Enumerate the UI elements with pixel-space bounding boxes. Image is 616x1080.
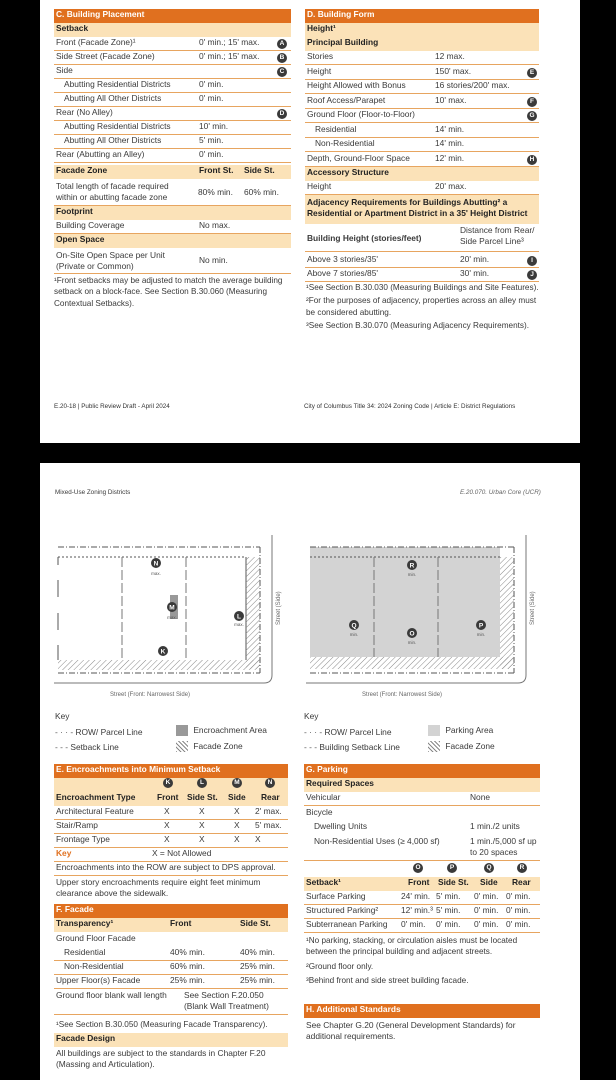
key-setback-line-right: - - - Building Setback Line (304, 742, 400, 752)
placement-row (54, 107, 291, 121)
placement-label: Abutting Residential Districts (64, 121, 171, 131)
parking-setback-cell: 0' min. (506, 891, 531, 901)
label-p: P (478, 622, 484, 630)
badge-f: F (527, 97, 537, 107)
adjacency-label: Above 7 stories/85' (307, 268, 378, 278)
placement-value: 0' min. (199, 79, 224, 89)
encroachment-row (54, 806, 288, 820)
footer-left: E.20-18 | Public Review Draft - April 2024 (54, 403, 170, 410)
label-o: O (409, 630, 415, 638)
street-side-label-right: Street (Side) (530, 591, 536, 625)
nonres-value: 1 min./5,000 sf up to 20 spaces (470, 836, 537, 857)
label-m-max: max. (167, 615, 177, 620)
parking-setback-row (304, 919, 540, 933)
placement-row (54, 65, 291, 79)
form-footnote: ²For the purposes of adjacency, properties across an alley must be considered abutting. (306, 296, 537, 317)
placement-label: Rear (No Alley) (56, 107, 113, 117)
placement-row (54, 93, 291, 107)
form-label: Depth, Ground-Floor Space (307, 152, 410, 163)
label-q-min: min. (349, 632, 359, 637)
dwelling-row: Dwelling Units 1 min./2 units (314, 821, 520, 831)
open-space-row (54, 248, 291, 274)
facade-zone-front (58, 660, 260, 670)
parking-setback-cell: 24' min. (401, 891, 431, 901)
parking-footnote: ¹No parking, stacking, or circulation aisles must be located between the principal building and adjacent streets. (306, 936, 518, 957)
header-left: Mixed-Use Zoning Districts (55, 489, 131, 496)
encroachment-cell: Architectural Feature (56, 806, 134, 816)
parking-footnote: ³Behind front and side street building facade. (306, 976, 469, 986)
placement-value: 0' min. (199, 93, 224, 103)
placement-row (54, 37, 291, 51)
placement-row (54, 135, 291, 149)
encroachment-cell: Stair/Ramp (56, 820, 98, 830)
section-e-note-2: Upper story encroachments require eight feet minimum clearance above the sidewalk. (56, 877, 261, 898)
key-row-line-right: - · · - ROW/ Parcel Line (304, 727, 392, 737)
nonres-label: Non-Residential Uses (≥ 4,000 sf) (314, 836, 440, 846)
section-f-title: F. Facade (54, 904, 288, 918)
section-c-building-placement (54, 9, 291, 269)
label-q: Q (351, 622, 357, 630)
form-row (305, 124, 539, 138)
label-k: K (160, 648, 166, 656)
placement-row (54, 51, 291, 65)
key-parking-area: Parking Area (428, 725, 493, 736)
form-label: Height Allowed with Bonus (307, 80, 406, 90)
placement-value: 5' min. (199, 135, 224, 145)
footer-right: City of Columbus Title 34: 2024 Zoning Code | Article E: District Regulations (304, 403, 516, 410)
facade-side: 25% min. (240, 975, 275, 985)
key-title-left: Key (55, 711, 70, 721)
principal-building-subheader: Principal Building (305, 37, 539, 51)
facade-zone-front-right (310, 657, 514, 669)
section-e-columns: Encroachment Type Front Side St. Side Rear (54, 792, 288, 806)
facade-label: Residential (64, 947, 106, 957)
section-e-encroachments (54, 764, 288, 904)
encroachment-cell: 5' max. (255, 820, 282, 830)
encroachment-cell: X (199, 806, 205, 816)
parking-setback-header: Setback¹ Front Side St. Side Rear (304, 877, 540, 891)
key-setback-line-left: - - - Setback Line (55, 742, 119, 752)
accessory-height-row: Height 20' max. (305, 181, 539, 195)
placement-row (54, 149, 291, 163)
form-label: Non-Residential (315, 138, 375, 148)
section-g-title: G. Parking (304, 764, 540, 778)
badge-j: J (527, 270, 537, 280)
blank-wall-label: Ground floor blank wall length (56, 990, 167, 1000)
facade-total-front: 80% min. (198, 187, 233, 197)
blank-wall-row (54, 989, 288, 1015)
encroachment-cell: X (199, 820, 205, 830)
setback-subheader: Setback (54, 23, 291, 37)
placement-value: 0' min.; 15' max. (199, 37, 260, 47)
parking-setback-cell: 5' min. (436, 905, 461, 915)
adjacency-title: Adjacency Requirements for Buildings Abutting² a Residential or Apartment District in a 35' Height District (305, 195, 539, 224)
parking-setback-row (304, 891, 540, 905)
adjacency-label: Above 3 stories/35' (307, 254, 378, 264)
form-row (305, 109, 539, 123)
adjacency-row (305, 268, 539, 282)
section-g-badges: O P Q R (304, 863, 540, 877)
label-m: M (169, 604, 175, 612)
placement-label: Rear (Abutting an Alley) (56, 149, 145, 159)
section-e-key: Key X = Not Allowed (54, 848, 288, 862)
open-space-subheader: Open Space (54, 234, 291, 248)
label-l-max: max. (234, 622, 244, 627)
badge-b: B (277, 53, 287, 63)
adj-col1: Building Height (stories/feet) (307, 233, 422, 243)
placement-label: Front (Facade Zone)¹ (56, 37, 136, 47)
facade-total-label: Total length of facade required within or abutting facade zone (56, 181, 169, 202)
form-value: 10' max. (435, 94, 467, 105)
parking-setback-cell: 0' min. (506, 919, 531, 929)
encroachment-cell: X (164, 806, 170, 816)
parking-setback-cell: Surface Parking (306, 891, 366, 901)
facade-zone-subheader: Facade Zone Front St. Side St. (54, 165, 291, 179)
facade-front: 25% min. (170, 975, 205, 985)
encroachment-row (54, 820, 288, 834)
key-facade-zone-right: Facade Zone (428, 741, 495, 752)
parking-setback-cell: 0' min. (474, 919, 499, 929)
street-front-label-right: Street (Front: Narrowest Side) (362, 692, 443, 698)
encroachment-cell: X (255, 834, 261, 844)
section-e-badges: K L M N (54, 778, 288, 792)
form-value: 14' min. (435, 123, 465, 134)
accessory-subheader: Accessory Structure (305, 167, 539, 181)
section-f-facade (54, 904, 288, 1069)
form-row (305, 153, 539, 167)
facade-side: 40% min. (240, 947, 275, 957)
parking-setback-row (304, 905, 540, 919)
form-footnote: ¹See Section B.30.030 (Measuring Buildings and Site Features). (306, 283, 539, 292)
street-front-label-left: Street (Front: Narrowest Side) (110, 692, 191, 698)
facade-design-text: All buildings are subject to the standards in Chapter F.20 (Massing and Articulation). (56, 1048, 266, 1069)
adjacency-row (305, 254, 539, 268)
parking-setback-cell: 5' min. (436, 891, 461, 901)
encroachment-diagram (50, 535, 290, 705)
placement-label: Side (56, 65, 73, 75)
section-e-title: E. Encroachments into Minimum Setback (54, 764, 288, 778)
facade-total-row (54, 179, 291, 206)
open-space-value: No min. (199, 255, 228, 265)
form-row (305, 95, 539, 109)
section-f-footnote: ¹See Section B.30.050 (Measuring Facade Transparency). (56, 1020, 268, 1029)
placement-row (54, 121, 291, 135)
facade-design-subheader: Facade Design (54, 1033, 288, 1047)
adj-col2: Distance from Rear/ Side Parcel Line³ (460, 225, 535, 246)
height-subheader: Height¹ (305, 23, 539, 37)
badge-e: E (527, 68, 537, 78)
section-f-header: Transparency¹ Front Side St. (54, 918, 288, 932)
adjacency-value: 20' min. (460, 254, 490, 264)
section-c-title: C. Building Placement (54, 9, 291, 23)
section-c-footnote: ¹Front setbacks may be adjusted to match the average building setback on a block-face. See Section B.30.060 (Measuring Contextual Setbacks). (54, 276, 283, 308)
placement-label: Abutting All Other Districts (64, 135, 162, 145)
form-label: Residential (315, 123, 357, 134)
blank-wall-value: See Section F.20.050 (Blank Wall Treatment) (184, 990, 269, 1011)
encroachment-cell: X (234, 834, 240, 844)
page-bottom (40, 463, 580, 1080)
facade-total-side: 60% min. (244, 187, 279, 197)
parking-setback-cell: 0' min. (436, 919, 461, 929)
parking-setback-cell: 12' min.³ (401, 905, 433, 915)
section-h-title: H. Additional Standards (304, 1004, 540, 1018)
encroachment-row (54, 834, 288, 848)
page-top (40, 0, 580, 443)
parking-setback-cell: Subterranean Parking (306, 919, 388, 929)
section-d-building-form (305, 9, 539, 284)
form-value: 12' min. (435, 152, 465, 163)
label-n-max: max. (151, 571, 161, 576)
badge-c: C (277, 67, 287, 77)
key-row-line-left: - · · - ROW/ Parcel Line (55, 727, 143, 737)
form-row (305, 66, 539, 80)
footprint-subheader: Footprint (54, 206, 291, 220)
placement-row (54, 79, 291, 93)
section-d-title: D. Building Form (305, 9, 539, 23)
form-value: 14' min. (435, 138, 465, 148)
form-label: Height (307, 65, 332, 76)
facade-row (54, 975, 288, 989)
label-p-min: min. (476, 632, 486, 637)
label-o-min: min. (407, 640, 417, 645)
parking-setback-cell: 0' min. (474, 905, 499, 915)
facade-label: Non-Residential (64, 961, 124, 971)
key-encroachment: Encroachment Area (176, 725, 267, 736)
badge-d: D (277, 109, 287, 119)
label-r-min: min. (407, 572, 417, 577)
parking-setback-cell: 0' min. (474, 891, 499, 901)
required-spaces-subheader: Required Spaces (304, 778, 540, 792)
badge-i: I (527, 256, 537, 266)
parking-setback-cell: 0' min. (401, 919, 426, 929)
form-row (305, 80, 539, 94)
key-facade-zone-left: Facade Zone (176, 741, 243, 752)
placement-value: 0' min.; 15' max. (199, 51, 260, 61)
open-space-label: On-Site Open Space per Unit (Private or Common) (56, 250, 165, 271)
placement-value: 10' min. (199, 121, 229, 131)
badge-h: H (527, 155, 537, 165)
section-e-note-1: Encroachments into the ROW are subject to DPS approval. (54, 862, 288, 876)
encroachment-cell: X (164, 820, 170, 830)
label-n: N (153, 560, 159, 568)
parking-area (310, 547, 500, 657)
vehicular-row: Vehicular None (304, 792, 540, 806)
facade-zone-side-right (500, 557, 514, 669)
form-value: 16 stories/200' max. (435, 80, 510, 90)
section-h-text: See Chapter G.20 (General Development Standards) for additional requirements. (306, 1020, 516, 1041)
placement-label: Side Street (Facade Zone) (56, 51, 155, 61)
encroachment-cell: Frontage Type (56, 834, 110, 844)
adjacency-header (305, 224, 539, 252)
form-label: Stories (307, 51, 334, 61)
facade-label: Upper Floor(s) Facade (56, 975, 141, 985)
badge-g: G (527, 111, 537, 121)
adjacency-value: 30' min. (460, 268, 490, 278)
form-label: Roof Access/Parapet (307, 94, 386, 105)
encroachment-cell: X (234, 820, 240, 830)
facade-side: 25% min. (240, 961, 275, 971)
nonres-row (304, 835, 540, 861)
label-r: R (409, 562, 415, 570)
parking-setback-cell: 0' min. (506, 905, 531, 915)
placement-label: Abutting Residential Districts (64, 79, 171, 89)
encroachment-cell: X (234, 806, 240, 816)
parking-diagram (302, 535, 547, 705)
parking-setback-cell: Structured Parking² (306, 905, 379, 915)
street-side-label-left: Street (Side) (276, 591, 282, 625)
form-footnote: ³See Section B.30.070 (Measuring Adjacency Requirements). (306, 321, 530, 331)
form-row (305, 138, 539, 152)
label-l: L (237, 613, 241, 621)
section-d-footnotes (306, 282, 540, 334)
facade-zone-side (246, 557, 260, 669)
form-value: 12 max. (435, 51, 465, 61)
parking-footnote: ²Ground floor only. (306, 961, 374, 971)
encroachment-cell: X (199, 834, 205, 844)
building-coverage-row: Building Coverage No max. (54, 220, 291, 234)
facade-front: 40% min. (170, 947, 205, 957)
section-g-parking (304, 764, 540, 1004)
placement-value: 0' min. (199, 149, 224, 159)
badge-a: A (277, 39, 287, 49)
facade-row (54, 947, 288, 961)
form-label: Ground Floor (Floor-to-Floor) (307, 109, 415, 119)
section-g-footnotes (306, 935, 538, 990)
form-value: 150' max. (435, 65, 472, 76)
ground-floor-facade: Ground Floor Facade (56, 933, 136, 943)
bicycle-row: Bicycle (306, 807, 333, 817)
key-title-right: Key (304, 711, 319, 721)
encroachment-cell: X (164, 834, 170, 844)
encroachment-cell: 2' max. (255, 806, 282, 816)
section-h-additional (304, 1004, 540, 1049)
facade-row (54, 961, 288, 975)
form-row (305, 51, 539, 65)
facade-front: 60% min. (170, 961, 205, 971)
header-right: E.20.070. Urban Core (UCR) (460, 489, 541, 496)
placement-label: Abutting All Other Districts (64, 93, 162, 103)
